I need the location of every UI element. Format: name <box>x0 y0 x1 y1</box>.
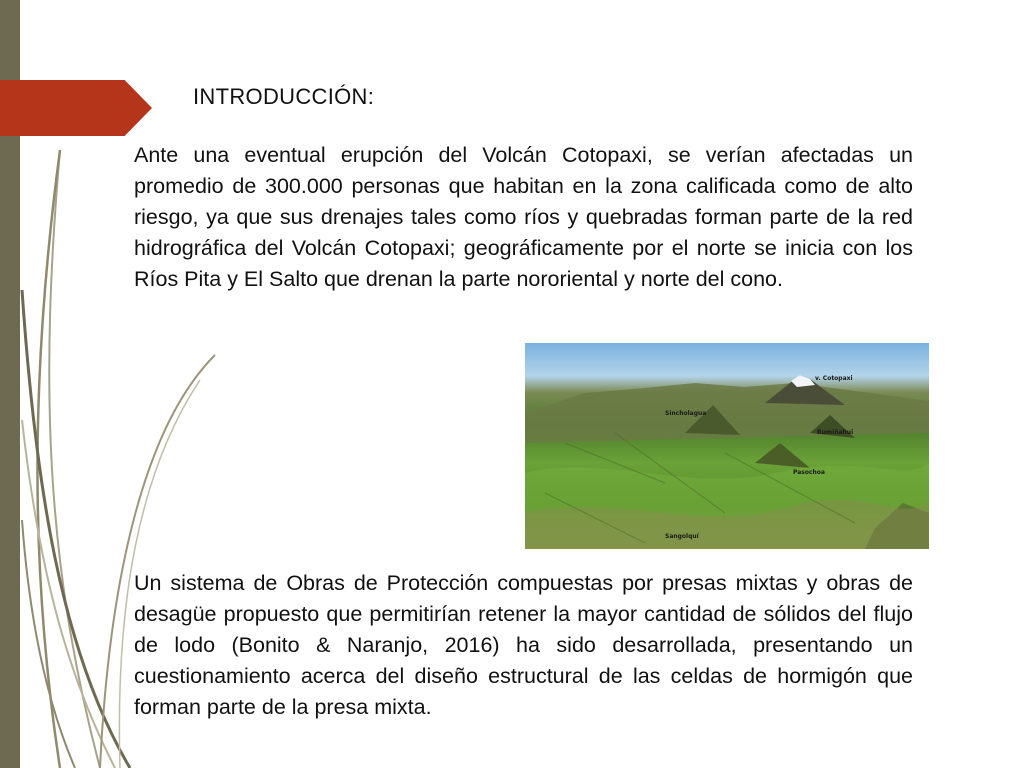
label-pasochoa: Pasochoa <box>793 469 825 476</box>
title-accent-tab <box>0 80 152 136</box>
cotopaxi-terrain-image <box>525 343 929 549</box>
slide-title: INTRODUCCIÓN: <box>193 84 375 109</box>
label-cotopaxi: v. Cotopaxi <box>815 375 853 382</box>
intro-paragraph: Ante una eventual erupción del Volcán Cotopaxi, se verían afectadas un promedio de 300.000 personas que habitan en la zona calificada como de alto riesgo, ya que sus drenajes tales como ríos y quebradas forman parte de la red hidrográfica del Volcán Cotopaxi; geográficamente por el norte se inicia con los Ríos Pita y El Salto que drenan la parte nororiental y norte del cono. <box>134 143 913 291</box>
label-sincholagua: Sincholagua <box>665 410 707 417</box>
protection-works-paragraph: Un sistema de Obras de Protección compuestas por presas mixtas y obras de desagüe propuesto que permitirían retener la mayor cantidad de sólidos del flujo de lodo (Bonito & Naranjo, 2016) ha sido desarrollada, presentando un cuestionamiento acerca del diseño estructural de las celdas de hormigón que forman parte de la presa mixta. <box>134 571 913 719</box>
label-sangolqui: Sangolquí <box>665 533 699 540</box>
label-rumiñahui: Rumiñahui <box>817 429 854 436</box>
